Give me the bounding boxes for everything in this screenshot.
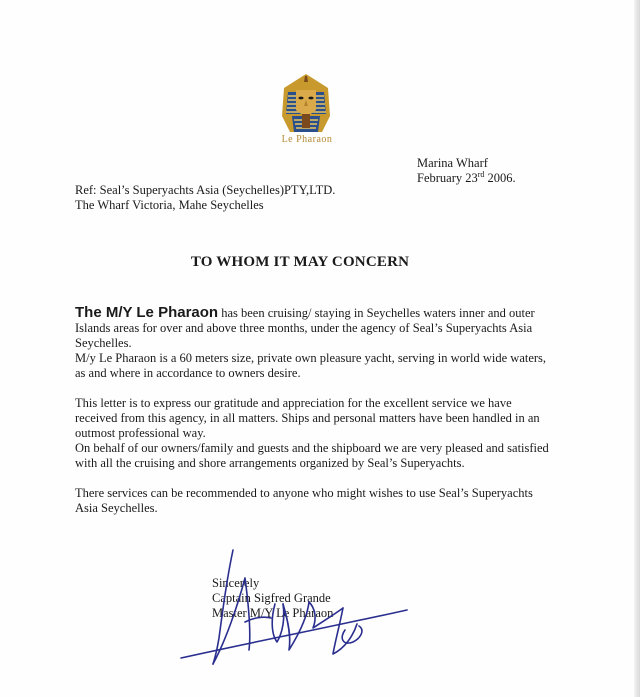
reference-line-2: The Wharf Victoria, Mahe Seychelles: [75, 198, 264, 212]
vessel-name: The M/Y Le Pharaon: [75, 304, 219, 321]
letter-body: [75, 305, 555, 516]
letter-place: Marina Wharf: [417, 156, 488, 170]
date-year: 2006.: [484, 171, 516, 185]
date-month-day: February 23: [417, 171, 478, 185]
paragraph-1: [75, 305, 555, 351]
paragraph-4: On behalf of our owners/family and guests and the shipboard we are very pleased and satisfied with all the cruising and shore arrangements organized by Seal’s Superyachts.: [75, 441, 549, 470]
reference-line-1: Ref: Seal’s Superyachts Asia (Seychelles)PTY,LTD.: [75, 183, 336, 197]
page-edge-shadow: [634, 0, 640, 697]
paragraph-1-text: has been cruising/ staying in Seychelles waters inner and outer Islands areas for over and above three months, under the agency of Seal’s Superyachts Asia Seychelles.: [75, 306, 535, 350]
handwritten-signature: [175, 538, 415, 668]
closing-signatory-name: Captain Sigfred Grande: [212, 591, 331, 605]
closing-sincerely: Sincerely: [212, 576, 260, 590]
date-ordinal: rd: [477, 169, 485, 179]
letter-date: [417, 171, 516, 186]
letter-heading: TO WHOM IT MAY CONCERN: [190, 254, 410, 270]
letter-place-date: [417, 156, 516, 186]
logo-brand-text: Le Pharaon: [281, 134, 333, 145]
paragraph-2: M/y Le Pharaon is a 60 meters size, private own pleasure yacht, serving in world wide waters, as and where in accordance to owners desire.: [75, 351, 547, 380]
closing-signatory-title: Master M/Y Le Pharaon: [212, 606, 334, 620]
reference-block: [75, 183, 335, 213]
paragraph-3: This letter is to express our gratitude and appreciation for the excellent service we have received from this agency, in all matters. Ships and personal matters have been handled in an outmost professional way.: [75, 396, 540, 440]
paragraph-5: There services can be recommended to anyone who might wishes to use Seal’s Superyachts Asia Seychelles.: [75, 486, 533, 515]
